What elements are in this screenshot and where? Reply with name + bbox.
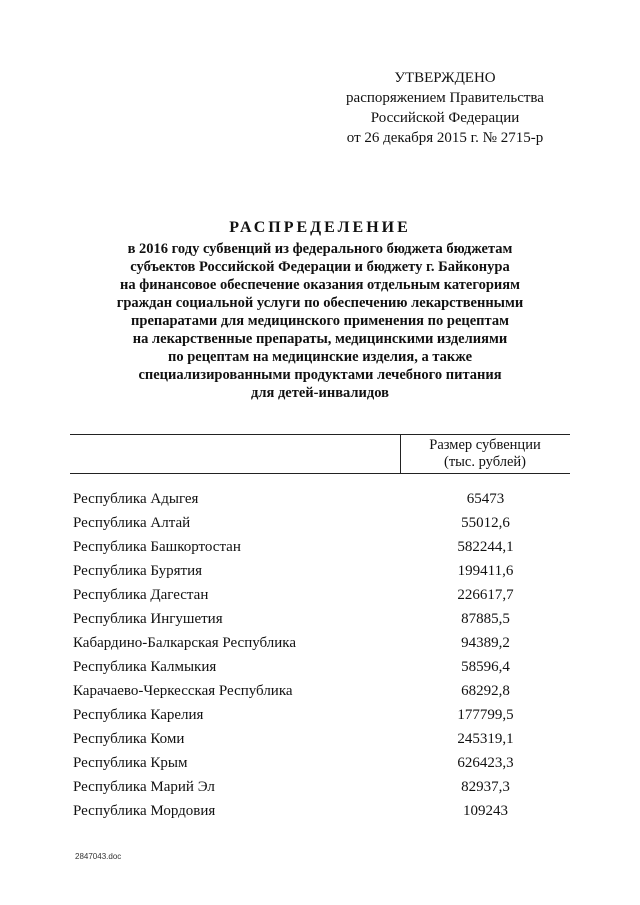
subvention-amount: 245319,1 [457,730,514,747]
approval-date-number: от 26 декабря 2015 г. № 2715-р [346,130,544,146]
title-line: препаратами для медицинского применения по рецептам [131,313,509,329]
table-row [70,511,570,535]
table-row [70,535,570,559]
amount-column-header [400,437,570,471]
approval-stamp [310,68,580,148]
table-row [70,655,570,679]
table-row [70,631,570,655]
approval-federation: Российской Федерации [370,110,520,126]
title-line: на лекарственные препараты, медицинскими изделиями [132,331,508,347]
table-row [70,799,570,823]
region-name: Республика Коми [73,730,185,747]
region-name: Карачаево-Черкесская Республика [73,682,293,699]
table-row [70,607,570,631]
region-name: Республика Ингушетия [73,610,223,627]
title-line: субъектов Российской Федерации и бюджету г. Байконура [130,259,510,275]
subvention-amount: 58596,4 [461,658,510,675]
table-row [70,703,570,727]
amount-header-title: Размер субвенции [429,437,541,453]
table-body [70,487,570,823]
title-line: на финансовое обеспечение оказания отдельным категориям [120,277,520,293]
subvention-table [70,434,570,823]
table-row [70,559,570,583]
table-row [70,487,570,511]
document-title [60,219,580,402]
subvention-amount: 55012,6 [461,514,510,531]
title-line: специализированными продуктами лечебного питания [138,367,502,383]
table-header [70,434,570,474]
region-name: Республика Крым [73,754,188,771]
title-line: в 2016 году субвенций из федерального бюджета бюджетам [127,241,513,257]
approval-authority: распоряжением Правительства [346,90,544,106]
title-heading: РАСПРЕДЕЛЕНИЕ [229,219,411,236]
region-name: Кабардино-Балкарская Республика [73,634,297,651]
region-name: Республика Марий Эл [73,778,215,795]
table-row [70,679,570,703]
subvention-amount: 94389,2 [461,634,510,651]
table-row [70,727,570,751]
title-line: для детей-инвалидов [251,385,389,401]
region-name: Республика Дагестан [73,586,209,603]
subvention-amount: 226617,7 [457,586,514,603]
subvention-amount: 109243 [463,802,508,819]
region-name: Республика Алтай [73,514,191,531]
subvention-amount: 68292,8 [461,682,510,699]
subvention-amount: 82937,3 [461,778,510,795]
approval-heading: УТВЕРЖДЕНО [394,70,496,86]
amount-header-unit: (тыс. рублей) [444,454,526,470]
subvention-amount: 65473 [466,490,505,507]
title-line: по рецептам на медицинские изделия, а также [167,349,473,365]
subvention-amount: 199411,6 [457,562,514,579]
table-row [70,583,570,607]
title-line: граждан социальной услуги по обеспечению лекарственными [116,295,524,311]
region-name: Республика Карелия [73,706,204,723]
region-name: Республика Калмыкия [73,658,217,675]
region-name: Республика Бурятия [73,562,203,579]
region-name: Республика Мордовия [73,802,216,819]
table-row [70,751,570,775]
region-name: Республика Адыгея [73,490,199,507]
region-name: Республика Башкортостан [73,538,241,555]
subvention-amount: 626423,3 [457,754,514,771]
subvention-amount: 87885,5 [461,610,510,627]
document-file-id: 2847043.doc [75,852,122,861]
table-row [70,775,570,799]
subvention-amount: 582244,1 [457,538,514,555]
subvention-amount: 177799,5 [457,706,514,723]
